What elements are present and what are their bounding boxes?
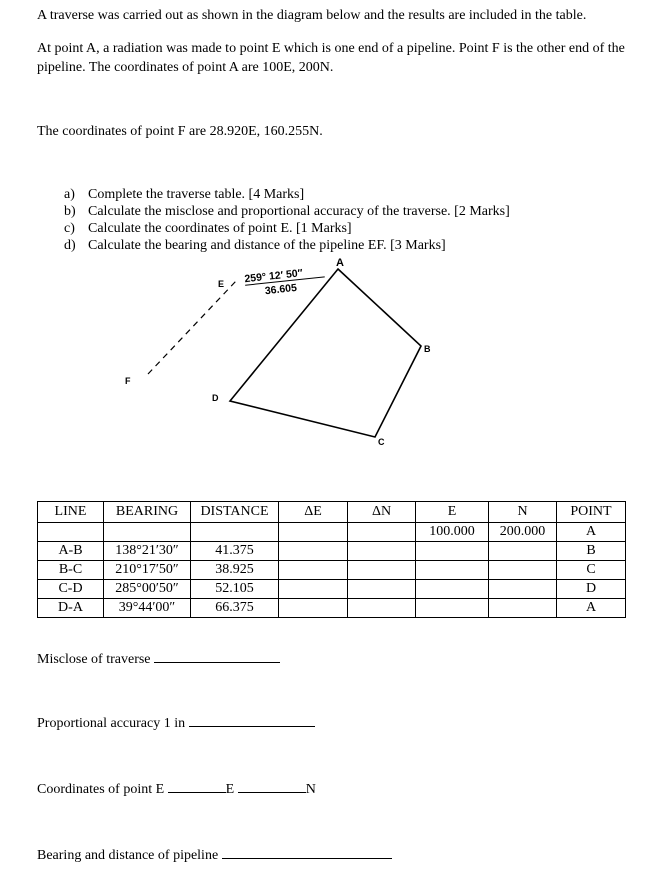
- table-row: [38, 523, 626, 542]
- distance-cell: 38.925: [191, 561, 279, 580]
- table-row: [38, 561, 626, 580]
- column-header: LINE: [38, 502, 104, 523]
- point-cell: B: [557, 542, 626, 561]
- point-e-label: E: [218, 279, 225, 289]
- pipeline-dashed-line: [148, 281, 236, 374]
- coords-n-blank[interactable]: [238, 780, 306, 793]
- point-a-label: A: [336, 257, 344, 269]
- bearing-cell: 285°00′50″: [104, 580, 191, 599]
- misclose-answer: [37, 650, 280, 668]
- distance-cell: 66.375: [191, 599, 279, 618]
- task-item: a) Complete the traverse table. [4 Marks]: [64, 187, 305, 202]
- coords-label: Coordinates of point E: [37, 782, 165, 797]
- point-d-label: D: [212, 393, 219, 403]
- coords-e-blank[interactable]: [168, 780, 226, 793]
- point-b-label: B: [424, 344, 431, 354]
- pipeline-label: Bearing and distance of pipeline: [37, 848, 219, 863]
- bearing-cell: 210°17′50″: [104, 561, 191, 580]
- intro-line-1: A traverse was carried out as shown in the diagram below and the results are included in the table.: [37, 8, 587, 23]
- column-header: DISTANCE: [191, 502, 279, 523]
- misclose-label: Misclose of traverse: [37, 652, 151, 667]
- misclose-blank[interactable]: [154, 650, 280, 663]
- coords-e-answer: [37, 780, 316, 798]
- line-cell: D-A: [38, 599, 104, 618]
- bearing-cell: 39°44′00″: [104, 599, 191, 618]
- distance-cell: 52.105: [191, 580, 279, 599]
- table-row: [38, 542, 626, 561]
- point-c-label: C: [378, 437, 385, 447]
- pipeline-answer: [37, 846, 392, 864]
- accuracy-answer: [37, 714, 315, 732]
- point-cell: D: [557, 580, 626, 599]
- task-item: c) Calculate the coordinates of point E. [1 Marks]: [64, 221, 352, 236]
- table-row: [38, 580, 626, 599]
- start-easting: 100.000: [416, 523, 489, 542]
- coords-n-unit: N: [305, 782, 316, 797]
- bearing-cell: 138°21′30″: [104, 542, 191, 561]
- line-cell: B-C: [38, 561, 104, 580]
- table-row: [38, 599, 626, 618]
- point-cell: A: [557, 599, 626, 618]
- point-f-label: F: [125, 376, 131, 386]
- accuracy-label: Proportional accuracy 1 in: [37, 716, 186, 731]
- task-item: d) Calculate the bearing and distance of the pipeline EF. [3 Marks]: [64, 238, 446, 253]
- task-item: b) Calculate the misclose and proportional accuracy of the traverse. [2 Marks]: [64, 204, 510, 219]
- traverse-table: [37, 501, 626, 618]
- accuracy-blank[interactable]: [189, 714, 315, 727]
- distance-cell: 41.375: [191, 542, 279, 561]
- start-northing: 200.000: [489, 523, 557, 542]
- intro-line-2: At point A, a radiation was made to point E which is one end of a pipeline. Point F is the other end of the pipeline. The coordinates of point A are 100E, 200N.: [37, 41, 625, 75]
- radiation-bearing-label: 259° 12′ 50″: [243, 267, 304, 286]
- column-header: ΔN: [348, 502, 416, 523]
- traverse-polygon: [230, 269, 421, 437]
- coords-e-unit: E: [225, 782, 235, 797]
- radiation-distance-label: 36.605: [264, 281, 298, 298]
- column-header: BEARING: [104, 502, 191, 523]
- table-header-row: [38, 502, 626, 523]
- point-cell: C: [557, 561, 626, 580]
- line-cell: A-B: [38, 542, 104, 561]
- intro-line-3: The coordinates of point F are 28.920E, 160.255N.: [37, 124, 323, 139]
- column-header: N: [489, 502, 557, 523]
- point-cell: A: [557, 523, 626, 542]
- column-header: POINT: [557, 502, 626, 523]
- pipeline-blank[interactable]: [222, 846, 392, 859]
- column-header: E: [416, 502, 489, 523]
- line-cell: C-D: [38, 580, 104, 599]
- column-header: ΔE: [279, 502, 348, 523]
